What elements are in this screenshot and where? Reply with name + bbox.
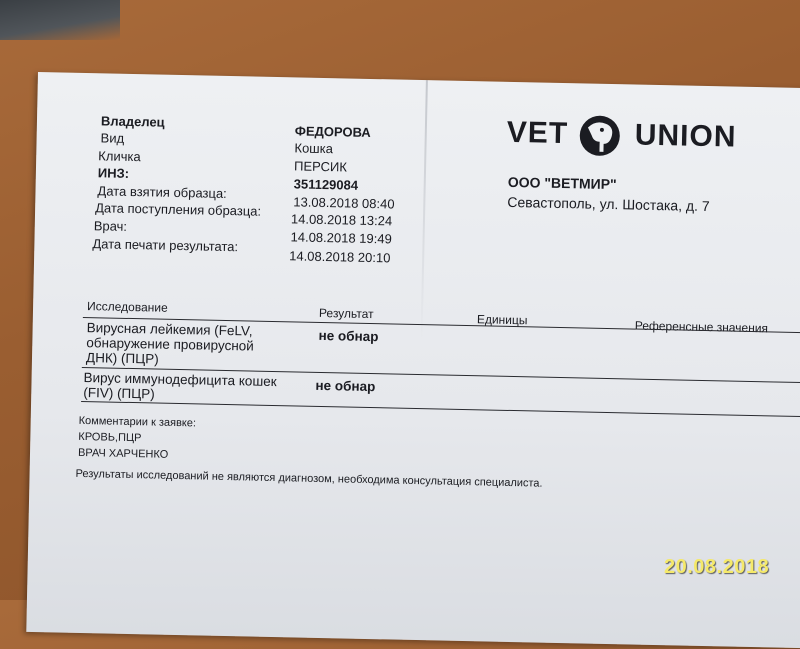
owner-value: ФЕДОРОВА bbox=[294, 123, 371, 140]
sample-taken-label: Дата взятия образца: bbox=[97, 183, 227, 201]
test-name-line: (FIV) (ПЦР) bbox=[83, 385, 155, 402]
pet-name-label: Кличка bbox=[98, 148, 141, 165]
owner-label: Владелец bbox=[100, 113, 165, 130]
doctor-value: 14.08.2018 19:49 bbox=[290, 229, 392, 247]
paper-fold bbox=[420, 80, 427, 340]
test-name-line: ДНК) (ПЦР) bbox=[85, 350, 159, 367]
test-name-line: Вирусная лейкемия (FeLV, bbox=[86, 320, 253, 339]
col-header-test: Исследование bbox=[86, 299, 168, 315]
elephant-icon bbox=[571, 113, 628, 158]
test-result: не обнар bbox=[315, 377, 376, 395]
comment-line: ВРАЧ ХАРЧЕНКО bbox=[77, 446, 169, 461]
sample-received-value: 14.08.2018 13:24 bbox=[290, 211, 393, 229]
sample-received-label: Дата поступления образца: bbox=[95, 200, 262, 219]
print-date-label: Дата печати результата: bbox=[92, 236, 239, 255]
test-name-line: Вирус иммунодефицита кошек bbox=[83, 370, 277, 390]
background-object bbox=[0, 0, 120, 40]
results-table bbox=[83, 299, 800, 402]
inz-value: 351129084 bbox=[293, 176, 359, 193]
inz-label: ИНЗ: bbox=[97, 165, 130, 181]
logo-word-right: UNION bbox=[634, 118, 737, 154]
comments-title: Комментарии к заявке: bbox=[78, 414, 197, 430]
species-value: Кошка bbox=[294, 140, 334, 157]
col-header-units: Единицы bbox=[476, 312, 528, 328]
disclaimer-note: Результаты исследований не являются диагнозом, необходима консультация специалиста. bbox=[75, 467, 543, 490]
photo-date-stamp: 20.08.2018 bbox=[664, 556, 770, 578]
comment-line: КРОВЬ,ПЦР bbox=[78, 430, 142, 445]
species-label: Вид bbox=[100, 130, 125, 146]
test-name-line: обнаружение провирусной bbox=[86, 335, 254, 354]
col-header-reference: Референсные значения bbox=[634, 318, 769, 336]
logo-word-left: VET bbox=[506, 115, 569, 151]
company-name: ООО "ВЕТМИР" bbox=[507, 173, 617, 193]
test-result: не обнар bbox=[318, 327, 379, 345]
col-header-result: Результат bbox=[318, 305, 374, 322]
pet-name-value: ПЕРСИК bbox=[293, 158, 348, 175]
company-address: Севастополь, ул. Шостака, д. 7 bbox=[507, 193, 710, 215]
print-date-value: 14.08.2018 20:10 bbox=[289, 248, 391, 266]
sample-taken-value: 13.08.2018 08:40 bbox=[293, 194, 395, 212]
comments-block bbox=[78, 413, 196, 463]
doctor-label: Врач: bbox=[93, 218, 128, 234]
